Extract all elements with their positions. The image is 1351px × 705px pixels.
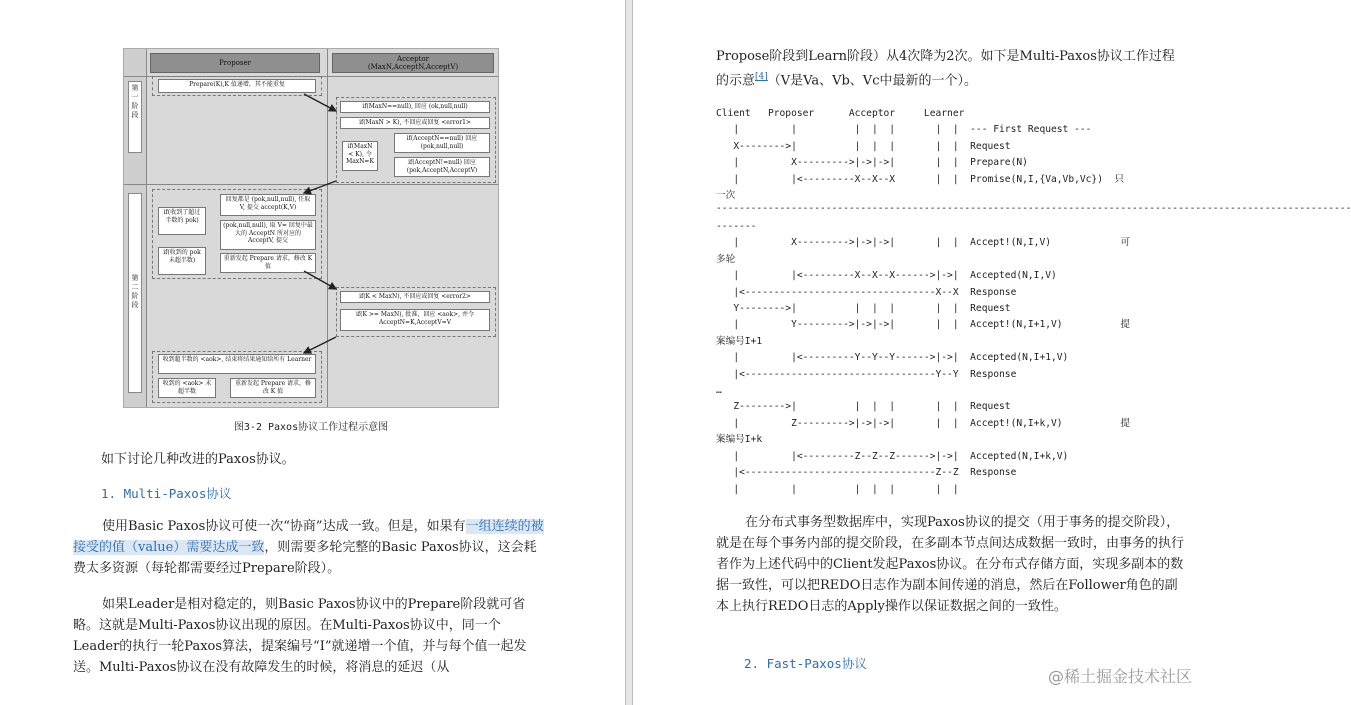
left-page (0, 0, 625, 705)
paragraph-text: ，则需要多轮完整的Basic Paxos协议，这会耗费太多资源（每轮都需要经过Prepare阶段）。 (73, 540, 537, 576)
reference-link[interactable]: [4] (755, 72, 768, 82)
paragraph-text: 使用Basic Paxos协议可使一次“协商”达成一致。但是，如果有 (102, 519, 466, 534)
arrow-prepare-to-acceptor (304, 94, 336, 111)
flow-block-2: ------- | X--------->|->|->| | | Accept!(N,I,V) 可 多轮 | |<---------X--X--X------>|->| Accepted(N,I,V) |<---------------------------------X--X Response Y-------->| | | | | | Request | Y--------->|->|->| | | Accept!(N,I+1,V) 提 案编号I+1 | |<---------Y--Y--Y------>|->| Accepted(N,I+1,V) |<---------------------------------Y--Y Response … Z-------->| | | | | | Request | Z--------->|->|->| | | Accept!(N,I+k,V) 提 案编号I+k | |<---------Z--Z--Z------>|->| Accepted(N,I+k,V) |<---------------------------------Z--Z Response | | | | | | | (716, 221, 1130, 495)
aok-not-majority-box: 收到的 <aok> 未超半数 (158, 378, 216, 398)
arrow-accepted-to-proposer (304, 337, 336, 353)
proposer-header: Proposer (150, 53, 320, 73)
flow-arrows (124, 49, 500, 409)
maxn-gt-k-box: if(MaxN > K), 不回应或回复 <error1> (340, 117, 490, 129)
maxn-lt-k-box: if(MaxN < K), 令 MaxN=K (342, 141, 378, 171)
if-majority-pok-box: if(收到了超过半数的 pok) (158, 207, 206, 235)
paragraph-text: （V是Va、Vb、Vc中最新的一个）。 (767, 73, 977, 89)
paragraph-continuation (716, 46, 1191, 91)
if-not-majority-box: if(收到的 pok 未超半数) (158, 247, 206, 275)
arrow-accept-to-acceptor (304, 271, 336, 289)
paragraph-text: Propose阶段到Learn阶段）从4次降为2次。如下是Multi-Paxos协议工作过程 (716, 49, 1175, 64)
watermark: @稀土掘金技术社区 (1048, 667, 1193, 686)
max-acceptn-box: (pok,null,null), 取 V= 回复中最大的 AcceptN 所对应的 AcceptV, 提交 (220, 220, 316, 250)
figure-caption: 图3-2 Paxos协议工作过程示意图 (233, 422, 389, 433)
paragraph-multi-paxos-2: 如果Leader是相对稳定的，则Basic Paxos协议中的Prepare阶段就可省略。这就是Multi-Paxos协议出现的原因。在Multi-Paxos协议中，同一个Leader的执行一轮Paxos算法，提案编号“I”就递增一个值，并与每个值一起发送。Multi-Paxos协议在没有故障发生的时候，将消息的延迟（从 (73, 597, 527, 675)
reinit-prepare-box: 重新发起 Prepare 请求，修改 K 值 (220, 253, 316, 273)
highlighted-text: 一组连续的被接受的值（value）需要达成一致 (73, 519, 544, 555)
page-divider (625, 0, 633, 705)
acceptor-header: Acceptor (MaxN,AcceptN,AcceptV) (332, 53, 494, 73)
heading-fast-paxos: 2. Fast-Paxos协议 (744, 656, 867, 671)
arrow-promise-to-proposer (304, 181, 336, 193)
paxos-flow-diagram (123, 48, 499, 408)
flow-block-1: Client Proposer Acceptor Learner | | | | | | | --- First Request --- X-------->| | | | | | Request | X--------->|->|->| | | Prepare(N) | |<---------X--X--X | | Promise(N,I,{Va,Vb,Vc}) 只 一次 (716, 108, 1125, 202)
stage2-label: 第 二 阶 段 (128, 193, 142, 393)
paragraph-distributed-db: 在分布式事务型数据库中，实现Paxos协议的提交（用于事务的提交阶段），就是在每个事务内部的提交阶段，在多副本节点间达成数据一致时，由事务的执行者作为上述代码中的Client发起Paxos协议。在分布式存储方面，实现多副本的数据一致性，可以把REDO日志作为副本间传递的消息，然后在Follower角色的副本上执行REDO日志的Apply操作以保证数据之间的一致性。 (716, 515, 1185, 614)
maxn-null-box: if(MaxN==null), 回应 (ok,null,null) (340, 101, 490, 113)
separator-dashes: -------------------------------------------------------------------------------------------------------------- (716, 203, 1351, 214)
intro-paragraph: 如下讨论几种改进的Paxos协议。 (101, 452, 295, 467)
k-ge-maxn-box: if(K >= MaxN), 批准，回应 <aok>, 并令 AcceptN=K,AcceptV=V (340, 309, 490, 331)
k-lt-maxn-box: if(K < MaxN), 不回应或回复 <error2> (340, 291, 490, 303)
all-null-box: 回复都是 (pok,null,null), 任取 V, 提交 accept(K,V) (220, 194, 316, 216)
acceptn-notnull-box: if(AcceptN!=null) 回应 (pok,AcceptN,AcceptV) (394, 157, 490, 177)
prepare-box: Prepare(K),K 值递增，其不能重复 (158, 79, 316, 93)
paragraph-text: 的示意 (716, 73, 756, 89)
paragraph-multi-paxos-1 (73, 516, 545, 579)
stage1-label: 第 一 阶 段 (128, 81, 142, 153)
acceptn-null-box: if(AcceptN==null) 回应 (pok,null,null) (394, 133, 490, 153)
majority-aok-box: 收到超半数的 <aok>, 结束将结果通知给所有 Learner (158, 354, 316, 374)
reinit-prepare2-box: 重新发起 Prepare 请求，修改 K 值 (230, 378, 316, 398)
heading-multi-paxos: 1. Multi-Paxos协议 (101, 486, 232, 501)
